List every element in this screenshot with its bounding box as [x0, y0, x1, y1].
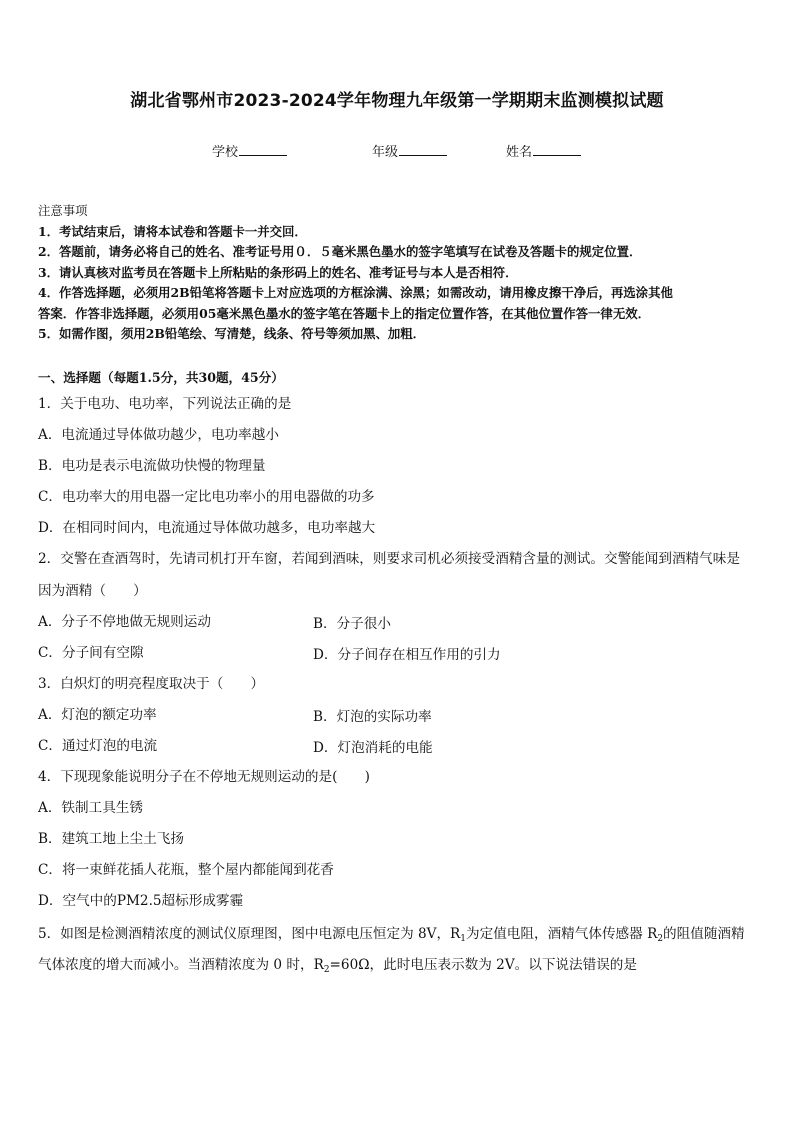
question-1-option-d: D．在相同时间内，电流通过导体做功越多，电功率越大 — [38, 520, 376, 536]
q5-subscript: 2 — [323, 965, 330, 975]
grade-blank[interactable] — [399, 143, 447, 156]
q5-subscript: 1 — [460, 934, 467, 944]
notice-heading: 注意事项 — [38, 203, 88, 218]
grade-field[interactable] — [372, 141, 447, 160]
name-blank[interactable] — [533, 143, 581, 156]
question-1-option-b: B．电功是表示电流做功快慢的物理量 — [38, 458, 266, 474]
school-field[interactable] — [212, 141, 287, 160]
question-3-stem: 3．白炽灯的明亮程度取决于（ ） — [38, 676, 265, 692]
question-4-option-d: D．空气中的PM2.5超标形成雾霾 — [38, 893, 244, 909]
notice-item: 1．考试结束后，请将本试卷和答题卡一并交回． — [38, 223, 307, 239]
question-4-option-b: B．建筑工地上尘土飞扬 — [38, 831, 184, 847]
school-blank[interactable] — [239, 143, 287, 156]
section-heading: 一、选择题（每题1.5分，共30题，45分） — [38, 370, 284, 385]
name-field[interactable] — [506, 141, 581, 160]
question-3-option-b: B．灯泡的实际功率 — [313, 709, 432, 725]
name-label: 姓名 — [506, 145, 533, 160]
q5-text: 气体浓度的增大而减小。当酒精浓度为 0 时，R — [38, 957, 324, 973]
exam-title: 湖北省鄂州市2023-2024学年物理九年级第一学期期末监测模拟试题 — [130, 91, 664, 111]
q5-text: 为定值电阻，酒精气体传感器 R — [466, 926, 658, 942]
question-2-option-b: B．分子很小 — [313, 616, 391, 632]
notice-item: 5．如需作图，须用2B铅笔绘、写清楚，线条、符号等须加黑、加粗． — [38, 326, 426, 341]
question-3-option-a: A．灯泡的额定功率 — [38, 707, 157, 723]
notice-item: 2．答题前，请务必将自己的姓名、准考证号用０．５毫米黑色墨水的签字笔填写在试卷及答题卡的规定位置． — [38, 244, 642, 259]
question-2-option-a: A．分子不停地做无规则运动 — [38, 614, 211, 630]
q5-subscript: 2 — [657, 934, 664, 944]
question-5-stem-line1 — [38, 924, 760, 949]
question-1-option-c: C．电功率大的用电器一定比电功率小的用电器做的功多 — [38, 489, 375, 505]
q5-text: 5．如图是检测酒精浓度的测试仪原理图，图中电源电压恒定为 8V，R — [38, 926, 461, 942]
grade-label: 年级 — [372, 145, 399, 160]
question-4-stem: 4．下现现象能说明分子在不停地无规则运动的是( ) — [38, 769, 370, 785]
question-4-option-c: C．将一束鲜花插人花瓶，整个屋内都能闻到花香 — [38, 862, 334, 878]
question-2-option-d: D．分子间存在相互作用的引力 — [313, 647, 501, 663]
question-1-option-a: A．电流通过导体做功越少，电功率越小 — [38, 427, 279, 443]
notice-item: 答案．作答非选择题，必须用05毫米黑色墨水的签字笔在答题卡上的指定位置作答，在其他位置作答一律无效． — [38, 305, 650, 321]
question-4-option-a: A．铁制工具生锈 — [38, 800, 143, 816]
question-5-stem-line2 — [38, 955, 760, 980]
question-2-option-c: C．分子间有空隙 — [38, 645, 144, 661]
q5-text: =60Ω，此时电压表示数为 2V。以下说法错误的是 — [329, 957, 637, 973]
question-3-option-d: D．灯泡消耗的电能 — [313, 740, 433, 756]
school-label: 学校 — [212, 145, 239, 160]
notice-item: 3．请认真核对监考员在答题卡上所粘贴的条形码上的姓名、准考证号与本人是否相符． — [38, 264, 518, 280]
question-3-option-c: C．通过灯泡的电流 — [38, 738, 158, 754]
q5-text: 的阻值随酒精 — [663, 926, 745, 942]
question-2-stem-line2: 因为酒精（ ） — [38, 583, 147, 599]
notice-item: 4．作答选择题，必须用2B铅笔将答题卡上对应选项的方框涂满、涂黑；如需改动，请用橡皮擦干净后，再选涂其他 — [38, 285, 673, 300]
question-1-stem: 1．关于电功、电功率，下列说法正确的是 — [38, 396, 292, 412]
notice-block — [38, 201, 760, 345]
question-2-stem-line1: 2．交警在查酒驾时，先请司机打开车窗，若闻到酒味，则要求司机必须接受酒精含量的测试。交警能闻到酒精气味是 — [38, 551, 740, 567]
